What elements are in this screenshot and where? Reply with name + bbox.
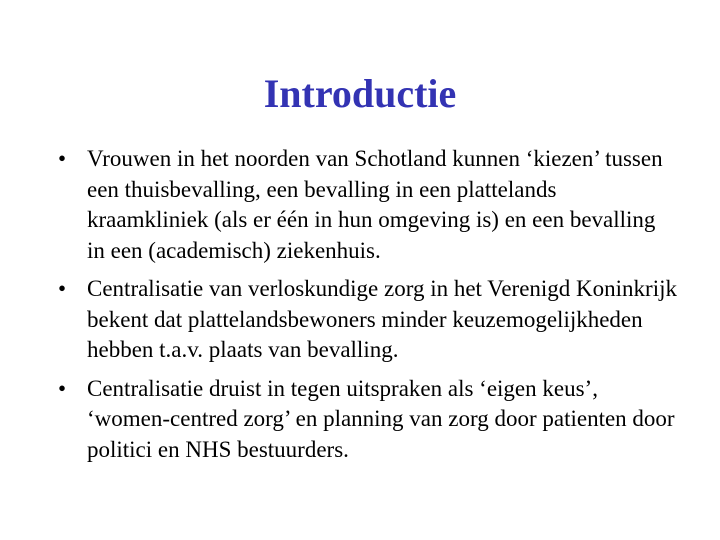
- bullet-list: [58, 144, 678, 473]
- bullet-text: Centralisatie druist in tegen uitspraken als ‘eigen keus’, ‘women-centred zorg’ en planning van zorg door patienten door politici en NHS bestuurders.: [87, 375, 675, 462]
- slide-title: Introductie: [263, 71, 457, 116]
- bullet-icon: •: [58, 375, 67, 401]
- bullet-icon: •: [58, 146, 67, 171]
- bullet-text: Centralisatie van verloskundige zorg in het Verenigd Koninkrijk bekent dat plattelandsbewoners minder keuzemogelijkheden hebben t.a.v. plaats van bevalling.: [87, 276, 677, 362]
- bullet-item: [58, 144, 678, 266]
- bullet-item: [58, 274, 678, 366]
- bullet-item: [58, 374, 678, 466]
- bullet-icon: •: [58, 276, 67, 301]
- bullet-text: Vrouwen in het noorden van Schotland kunnen ‘kiezen’ tussen een thuisbevalling, een bevalling in een plattelands kraamkliniek (als er één in hun omgeving is) en een bevalling in een (academisch) ziekenhuis.: [87, 146, 663, 263]
